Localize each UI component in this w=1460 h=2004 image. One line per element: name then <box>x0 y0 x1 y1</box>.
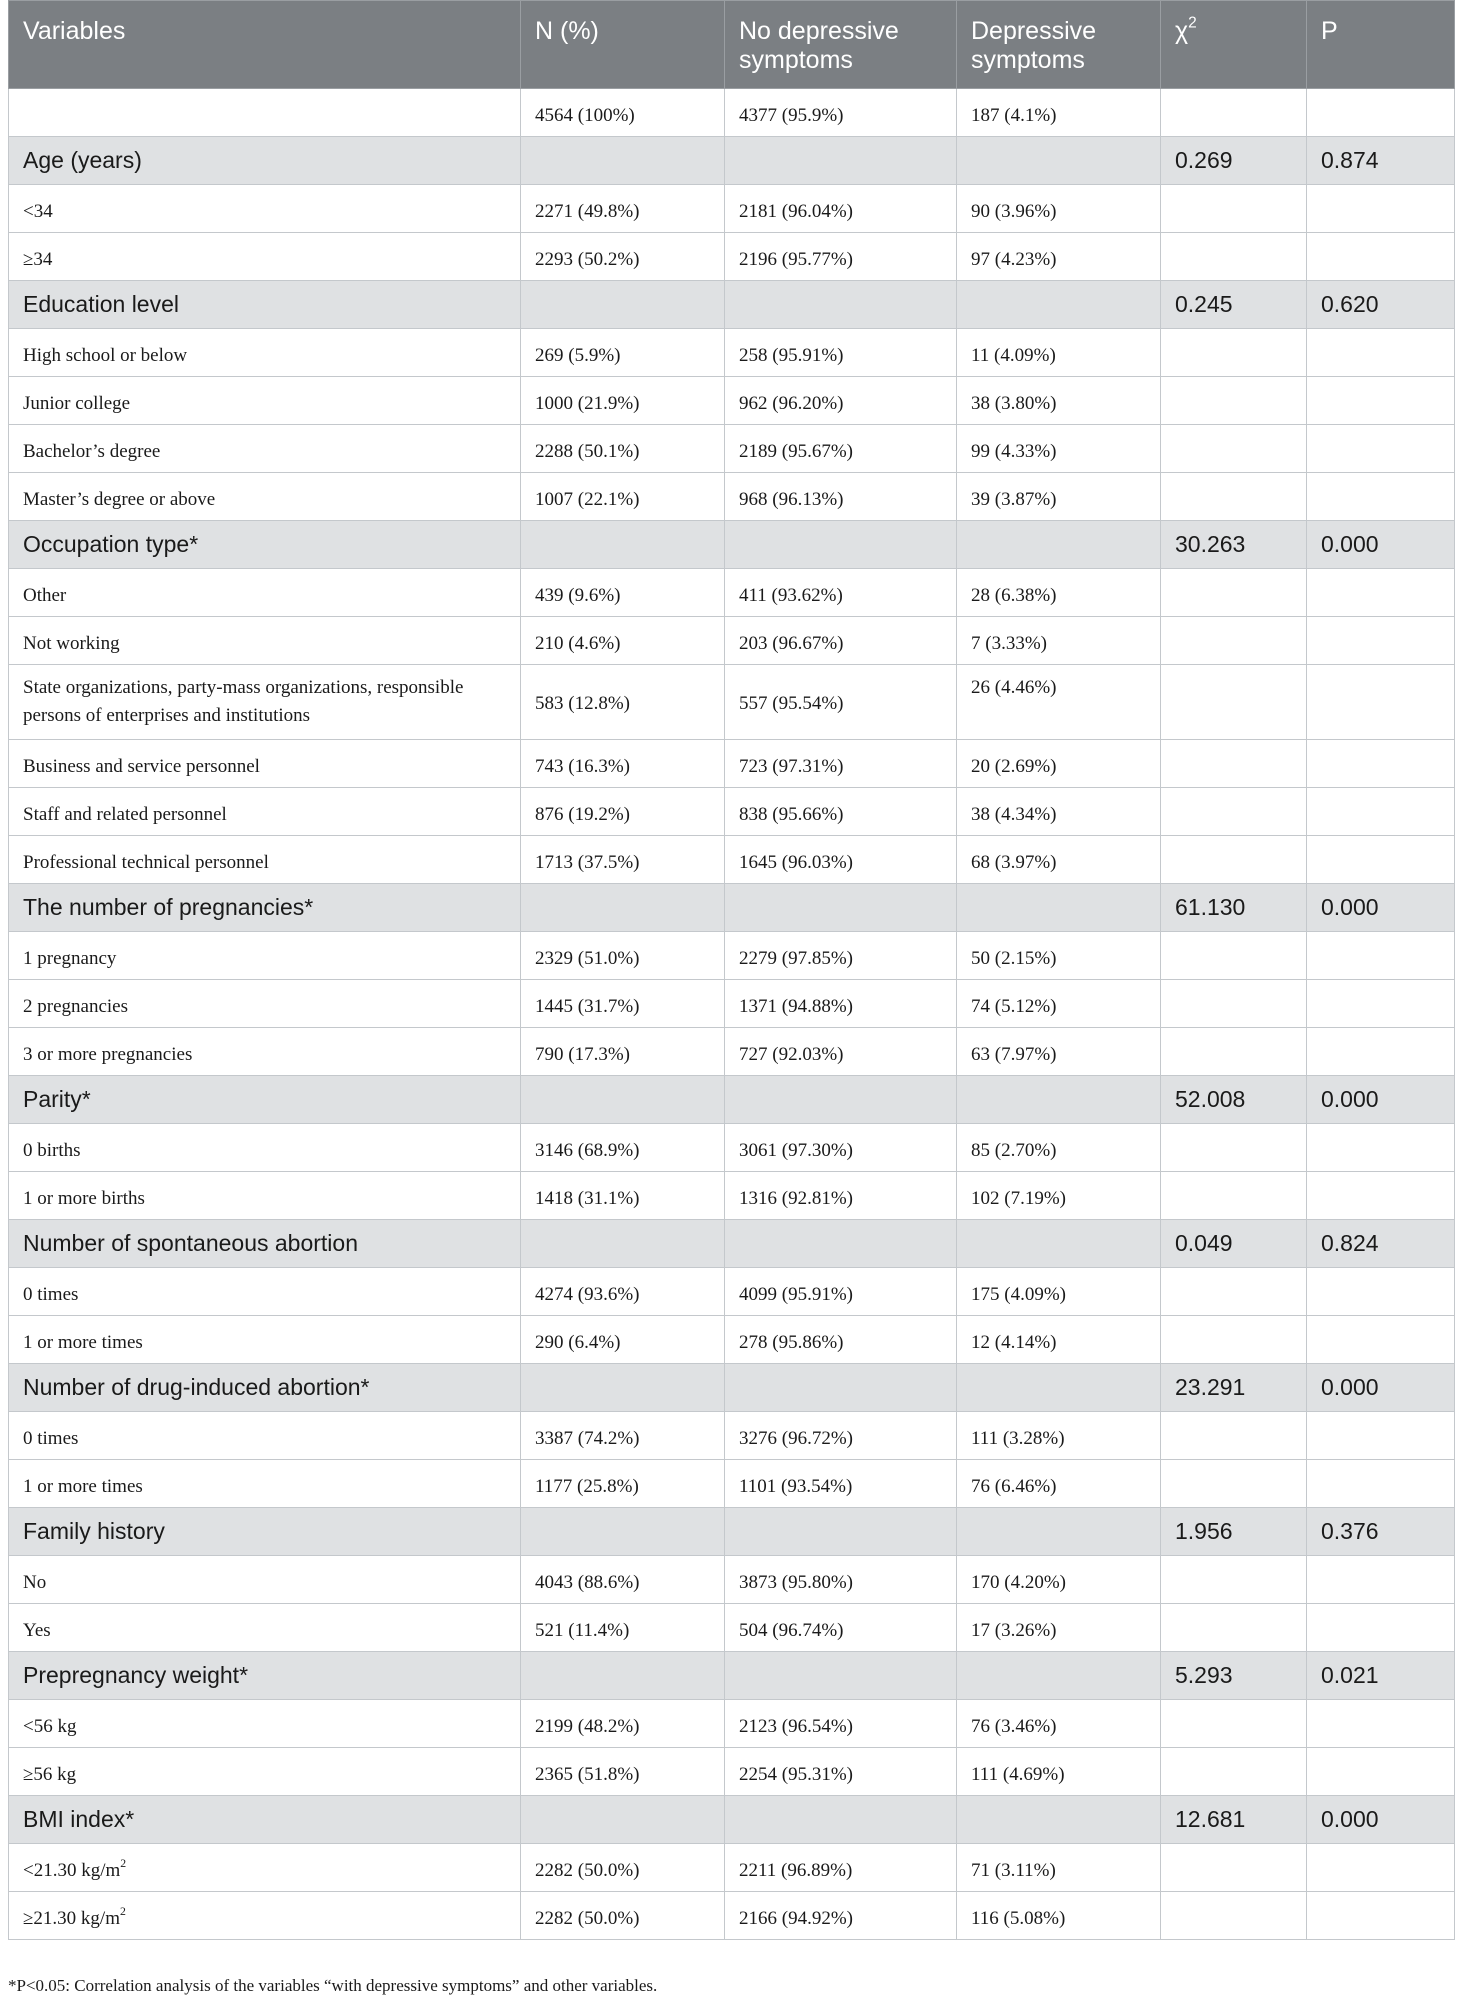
table-row <box>9 740 1455 788</box>
cell-chi-square <box>1161 1844 1307 1892</box>
table-row <box>9 1316 1455 1364</box>
cell-n-percent: 210 (4.6%) <box>521 617 725 665</box>
cell-n-percent: 2282 (50.0%) <box>521 1892 725 1940</box>
cell-variable <box>9 89 521 137</box>
unit-superscript: 2 <box>120 1857 127 1871</box>
cell-depressive: 175 (4.09%) <box>957 1268 1161 1316</box>
cell-p-value <box>1307 1460 1455 1508</box>
cell-n-percent: 1445 (31.7%) <box>521 980 725 1028</box>
cell-no-depressive <box>725 281 957 329</box>
cell-n-percent <box>521 521 725 569</box>
table-row <box>9 425 1455 473</box>
cell-no-depressive: 962 (96.20%) <box>725 377 957 425</box>
cell-no-depressive: 2123 (96.54%) <box>725 1700 957 1748</box>
group-row <box>9 1364 1455 1412</box>
cell-chi-square: 52.008 <box>1161 1076 1307 1124</box>
cell-p-value <box>1307 1700 1455 1748</box>
cell-n-percent: 269 (5.9%) <box>521 329 725 377</box>
cell-no-depressive: 2189 (95.67%) <box>725 425 957 473</box>
cell-p-value: 0.021 <box>1307 1652 1455 1700</box>
cell-chi-square <box>1161 932 1307 980</box>
table-row <box>9 1700 1455 1748</box>
cell-p-value: 0.874 <box>1307 137 1455 185</box>
cell-no-depressive <box>725 521 957 569</box>
cell-no-depressive: 557 (95.54%) <box>725 665 957 740</box>
cell-no-depressive <box>725 1364 957 1412</box>
cell-chi-square <box>1161 569 1307 617</box>
cell-chi-square <box>1161 740 1307 788</box>
cell-variable: Professional technical personnel <box>9 836 521 884</box>
table-row <box>9 1892 1455 1940</box>
cell-variable: Education level <box>9 281 521 329</box>
cell-p-value <box>1307 617 1455 665</box>
cell-no-depressive <box>725 137 957 185</box>
cell-variable: 0 births <box>9 1124 521 1172</box>
cell-variable: Staff and related personnel <box>9 788 521 836</box>
cell-no-depressive: 278 (95.86%) <box>725 1316 957 1364</box>
cell-variable: High school or below <box>9 329 521 377</box>
table-row <box>9 788 1455 836</box>
cell-n-percent <box>521 281 725 329</box>
cell-variable: <56 kg <box>9 1700 521 1748</box>
cell-no-depressive: 3276 (96.72%) <box>725 1412 957 1460</box>
cell-chi-square: 0.245 <box>1161 281 1307 329</box>
cell-no-depressive: 723 (97.31%) <box>725 740 957 788</box>
cell-depressive: 76 (3.46%) <box>957 1700 1161 1748</box>
cell-p-value <box>1307 185 1455 233</box>
cell-p-value <box>1307 1412 1455 1460</box>
cell-n-percent <box>521 1076 725 1124</box>
table-body <box>9 89 1455 1940</box>
cell-n-percent: 1000 (21.9%) <box>521 377 725 425</box>
cell-depressive <box>957 1364 1161 1412</box>
cell-no-depressive: 2181 (96.04%) <box>725 185 957 233</box>
cell-no-depressive <box>725 1076 957 1124</box>
cell-variable: 1 or more times <box>9 1460 521 1508</box>
group-row <box>9 884 1455 932</box>
cell-chi-square: 30.263 <box>1161 521 1307 569</box>
cell-variable: 0 times <box>9 1268 521 1316</box>
results-table <box>8 0 1455 1940</box>
cell-p-value <box>1307 980 1455 1028</box>
cell-chi-square <box>1161 1604 1307 1652</box>
header-variables: Variables <box>9 1 521 89</box>
cell-no-depressive: 1645 (96.03%) <box>725 836 957 884</box>
cell-depressive: 102 (7.19%) <box>957 1172 1161 1220</box>
cell-depressive: 111 (4.69%) <box>957 1748 1161 1796</box>
cell-n-percent <box>521 1796 725 1844</box>
table-row <box>9 329 1455 377</box>
cell-chi-square: 1.956 <box>1161 1508 1307 1556</box>
cell-no-depressive: 258 (95.91%) <box>725 329 957 377</box>
cell-n-percent: 1418 (31.1%) <box>521 1172 725 1220</box>
table-footnote: *P<0.05: Correlation analysis of the variables “with depressive symptoms” and other variables. <box>8 1976 658 1995</box>
cell-chi-square <box>1161 1892 1307 1940</box>
cell-depressive: 11 (4.09%) <box>957 329 1161 377</box>
cell-variable: ≥34 <box>9 233 521 281</box>
cell-variable: 3 or more pregnancies <box>9 1028 521 1076</box>
cell-p-value: 0.000 <box>1307 884 1455 932</box>
cell-chi-square: 61.130 <box>1161 884 1307 932</box>
cell-p-value: 0.000 <box>1307 1076 1455 1124</box>
cell-chi-square <box>1161 836 1307 884</box>
cell-depressive <box>957 1076 1161 1124</box>
cell-n-percent: 2329 (51.0%) <box>521 932 725 980</box>
cell-variable: 1 pregnancy <box>9 932 521 980</box>
cell-variable: 2 pregnancies <box>9 980 521 1028</box>
cell-depressive <box>957 884 1161 932</box>
cell-depressive: 38 (3.80%) <box>957 377 1161 425</box>
group-row <box>9 1508 1455 1556</box>
cell-variable: BMI index* <box>9 1796 521 1844</box>
table-row <box>9 836 1455 884</box>
cell-p-value <box>1307 1748 1455 1796</box>
cell-n-percent: 2288 (50.1%) <box>521 425 725 473</box>
cell-no-depressive: 3873 (95.80%) <box>725 1556 957 1604</box>
header-row <box>9 1 1455 89</box>
table-row <box>9 377 1455 425</box>
cell-depressive: 74 (5.12%) <box>957 980 1161 1028</box>
table-row <box>9 1124 1455 1172</box>
header-depressive: Depressive symptoms <box>957 1 1161 89</box>
table-row <box>9 233 1455 281</box>
cell-n-percent: 2293 (50.2%) <box>521 233 725 281</box>
cell-n-percent: 4274 (93.6%) <box>521 1268 725 1316</box>
table-row <box>9 89 1455 137</box>
cell-depressive <box>957 1220 1161 1268</box>
cell-variable: Parity* <box>9 1076 521 1124</box>
cell-n-percent <box>521 1508 725 1556</box>
cell-chi-square <box>1161 1268 1307 1316</box>
cell-depressive: 116 (5.08%) <box>957 1892 1161 1940</box>
cell-no-depressive: 1101 (93.54%) <box>725 1460 957 1508</box>
cell-no-depressive: 2196 (95.77%) <box>725 233 957 281</box>
group-row <box>9 1652 1455 1700</box>
cell-no-depressive: 1371 (94.88%) <box>725 980 957 1028</box>
cell-no-depressive: 838 (95.66%) <box>725 788 957 836</box>
cell-n-percent <box>521 884 725 932</box>
cell-n-percent: 2365 (51.8%) <box>521 1748 725 1796</box>
cell-no-depressive: 2254 (95.31%) <box>725 1748 957 1796</box>
cell-n-percent: 439 (9.6%) <box>521 569 725 617</box>
cell-chi-square: 5.293 <box>1161 1652 1307 1700</box>
table-row <box>9 617 1455 665</box>
cell-p-value <box>1307 1124 1455 1172</box>
cell-p-value <box>1307 1892 1455 1940</box>
cell-no-depressive: 4099 (95.91%) <box>725 1268 957 1316</box>
cell-depressive: 90 (3.96%) <box>957 185 1161 233</box>
cell-chi-square <box>1161 1124 1307 1172</box>
cell-n-percent: 1177 (25.8%) <box>521 1460 725 1508</box>
group-row <box>9 281 1455 329</box>
table-row <box>9 1412 1455 1460</box>
cell-no-depressive <box>725 1508 957 1556</box>
cell-depressive <box>957 1508 1161 1556</box>
table-row <box>9 665 1455 740</box>
cell-n-percent: 2282 (50.0%) <box>521 1844 725 1892</box>
cell-no-depressive <box>725 1796 957 1844</box>
cell-depressive: 28 (6.38%) <box>957 569 1161 617</box>
table-row <box>9 1268 1455 1316</box>
cell-variable: Occupation type* <box>9 521 521 569</box>
cell-no-depressive: 2211 (96.89%) <box>725 1844 957 1892</box>
cell-variable: Not working <box>9 617 521 665</box>
cell-p-value <box>1307 1316 1455 1364</box>
cell-variable: Family history <box>9 1508 521 1556</box>
cell-depressive: 76 (6.46%) <box>957 1460 1161 1508</box>
cell-variable <box>9 1892 521 1940</box>
cell-depressive: 68 (3.97%) <box>957 836 1161 884</box>
cell-variable: Prepregnancy weight* <box>9 1652 521 1700</box>
cell-n-percent: 290 (6.4%) <box>521 1316 725 1364</box>
cell-depressive: 39 (3.87%) <box>957 473 1161 521</box>
cell-variable: Number of spontaneous abortion <box>9 1220 521 1268</box>
table-header <box>9 1 1455 89</box>
cell-no-depressive: 4377 (95.9%) <box>725 89 957 137</box>
cell-chi-square <box>1161 1748 1307 1796</box>
cell-variable: <34 <box>9 185 521 233</box>
cell-variable: Business and service personnel <box>9 740 521 788</box>
cell-p-value: 0.000 <box>1307 1364 1455 1412</box>
cell-chi-square <box>1161 617 1307 665</box>
cell-depressive: 99 (4.33%) <box>957 425 1161 473</box>
unit-text: ≥21.30 kg/m <box>23 1908 120 1929</box>
cell-p-value: 0.620 <box>1307 281 1455 329</box>
header-no-depressive: No depressive symptoms <box>725 1 957 89</box>
cell-p-value <box>1307 740 1455 788</box>
table-row <box>9 1844 1455 1892</box>
cell-n-percent: 583 (12.8%) <box>521 665 725 740</box>
cell-chi-square <box>1161 1700 1307 1748</box>
chi-superscript: 2 <box>1188 14 1197 32</box>
cell-n-percent: 1007 (22.1%) <box>521 473 725 521</box>
cell-no-depressive <box>725 1652 957 1700</box>
cell-n-percent: 521 (11.4%) <box>521 1604 725 1652</box>
data-table-container <box>8 0 1454 1940</box>
cell-p-value <box>1307 569 1455 617</box>
cell-depressive: 38 (4.34%) <box>957 788 1161 836</box>
table-row <box>9 185 1455 233</box>
cell-no-depressive: 1316 (92.81%) <box>725 1172 957 1220</box>
cell-no-depressive <box>725 1220 957 1268</box>
cell-variable: Master’s degree or above <box>9 473 521 521</box>
cell-depressive <box>957 1652 1161 1700</box>
cell-p-value <box>1307 1028 1455 1076</box>
cell-variable: Number of drug-induced abortion* <box>9 1364 521 1412</box>
cell-chi-square <box>1161 425 1307 473</box>
cell-variable: 0 times <box>9 1412 521 1460</box>
cell-depressive: 71 (3.11%) <box>957 1844 1161 1892</box>
cell-chi-square <box>1161 329 1307 377</box>
cell-variable <box>9 1844 521 1892</box>
cell-depressive: 63 (7.97%) <box>957 1028 1161 1076</box>
table-row <box>9 1604 1455 1652</box>
table-row <box>9 1172 1455 1220</box>
cell-p-value <box>1307 1604 1455 1652</box>
table-row <box>9 1556 1455 1604</box>
cell-depressive: 111 (3.28%) <box>957 1412 1161 1460</box>
cell-p-value <box>1307 665 1455 740</box>
cell-depressive: 170 (4.20%) <box>957 1556 1161 1604</box>
unit-text: <21.30 kg/m <box>23 1860 121 1881</box>
cell-no-depressive: 2166 (94.92%) <box>725 1892 957 1940</box>
group-row <box>9 1220 1455 1268</box>
cell-p-value <box>1307 836 1455 884</box>
cell-chi-square <box>1161 1316 1307 1364</box>
cell-p-value <box>1307 329 1455 377</box>
cell-variable: State organizations, party-mass organizations, responsible persons of enterprises and institutions <box>9 665 521 740</box>
cell-depressive <box>957 1796 1161 1844</box>
cell-n-percent: 876 (19.2%) <box>521 788 725 836</box>
cell-n-percent: 2199 (48.2%) <box>521 1700 725 1748</box>
cell-n-percent: 4043 (88.6%) <box>521 1556 725 1604</box>
cell-n-percent: 4564 (100%) <box>521 89 725 137</box>
cell-n-percent <box>521 1652 725 1700</box>
cell-no-depressive: 203 (96.67%) <box>725 617 957 665</box>
cell-p-value <box>1307 1844 1455 1892</box>
cell-n-percent: 743 (16.3%) <box>521 740 725 788</box>
cell-chi-square: 12.681 <box>1161 1796 1307 1844</box>
cell-depressive <box>957 137 1161 185</box>
cell-chi-square <box>1161 473 1307 521</box>
cell-chi-square: 23.291 <box>1161 1364 1307 1412</box>
table-row <box>9 569 1455 617</box>
cell-chi-square <box>1161 1556 1307 1604</box>
cell-p-value: 0.000 <box>1307 521 1455 569</box>
cell-chi-square <box>1161 788 1307 836</box>
cell-variable: 1 or more births <box>9 1172 521 1220</box>
cell-variable: No <box>9 1556 521 1604</box>
cell-chi-square: 0.269 <box>1161 137 1307 185</box>
cell-chi-square <box>1161 1460 1307 1508</box>
cell-chi-square <box>1161 1172 1307 1220</box>
cell-p-value <box>1307 425 1455 473</box>
cell-depressive: 26 (4.46%) <box>957 665 1161 740</box>
header-n-percent: N (%) <box>521 1 725 89</box>
cell-p-value <box>1307 1172 1455 1220</box>
cell-n-percent <box>521 137 725 185</box>
cell-p-value <box>1307 89 1455 137</box>
cell-chi-square <box>1161 665 1307 740</box>
cell-p-value <box>1307 1268 1455 1316</box>
cell-depressive: 17 (3.26%) <box>957 1604 1161 1652</box>
cell-n-percent: 790 (17.3%) <box>521 1028 725 1076</box>
cell-chi-square <box>1161 89 1307 137</box>
cell-no-depressive: 411 (93.62%) <box>725 569 957 617</box>
header-chi-square <box>1161 1 1307 89</box>
cell-chi-square <box>1161 1028 1307 1076</box>
cell-n-percent <box>521 1220 725 1268</box>
cell-n-percent <box>521 1364 725 1412</box>
cell-no-depressive: 504 (96.74%) <box>725 1604 957 1652</box>
cell-chi-square <box>1161 377 1307 425</box>
cell-depressive: 20 (2.69%) <box>957 740 1161 788</box>
cell-chi-square <box>1161 233 1307 281</box>
cell-variable: Age (years) <box>9 137 521 185</box>
cell-depressive: 85 (2.70%) <box>957 1124 1161 1172</box>
cell-no-depressive: 3061 (97.30%) <box>725 1124 957 1172</box>
cell-p-value <box>1307 1556 1455 1604</box>
cell-chi-square <box>1161 980 1307 1028</box>
table-row <box>9 1460 1455 1508</box>
header-p-value: P <box>1307 1 1455 89</box>
cell-n-percent: 3387 (74.2%) <box>521 1412 725 1460</box>
cell-variable: The number of pregnancies* <box>9 884 521 932</box>
cell-p-value <box>1307 377 1455 425</box>
cell-variable: Yes <box>9 1604 521 1652</box>
cell-p-value <box>1307 473 1455 521</box>
cell-variable: Bachelor’s degree <box>9 425 521 473</box>
table-row <box>9 980 1455 1028</box>
cell-chi-square <box>1161 185 1307 233</box>
cell-no-depressive: 727 (92.03%) <box>725 1028 957 1076</box>
group-row <box>9 521 1455 569</box>
cell-variable: ≥56 kg <box>9 1748 521 1796</box>
cell-depressive <box>957 281 1161 329</box>
cell-no-depressive: 2279 (97.85%) <box>725 932 957 980</box>
cell-depressive: 7 (3.33%) <box>957 617 1161 665</box>
cell-p-value <box>1307 932 1455 980</box>
cell-n-percent: 2271 (49.8%) <box>521 185 725 233</box>
cell-n-percent: 3146 (68.9%) <box>521 1124 725 1172</box>
unit-superscript: 2 <box>120 1905 126 1919</box>
cell-depressive: 97 (4.23%) <box>957 233 1161 281</box>
table-row <box>9 1028 1455 1076</box>
cell-p-value <box>1307 788 1455 836</box>
group-row <box>9 1796 1455 1844</box>
group-row <box>9 137 1455 185</box>
cell-variable: 1 or more times <box>9 1316 521 1364</box>
cell-variable: Other <box>9 569 521 617</box>
table-row <box>9 932 1455 980</box>
cell-p-value: 0.376 <box>1307 1508 1455 1556</box>
chi-symbol: χ <box>1175 17 1189 45</box>
cell-n-percent: 1713 (37.5%) <box>521 836 725 884</box>
cell-p-value <box>1307 233 1455 281</box>
cell-variable: Junior college <box>9 377 521 425</box>
cell-depressive: 12 (4.14%) <box>957 1316 1161 1364</box>
cell-depressive: 187 (4.1%) <box>957 89 1161 137</box>
cell-chi-square: 0.049 <box>1161 1220 1307 1268</box>
cell-p-value: 0.824 <box>1307 1220 1455 1268</box>
cell-no-depressive: 968 (96.13%) <box>725 473 957 521</box>
cell-depressive: 50 (2.15%) <box>957 932 1161 980</box>
cell-no-depressive <box>725 884 957 932</box>
cell-p-value: 0.000 <box>1307 1796 1455 1844</box>
group-row <box>9 1076 1455 1124</box>
table-row <box>9 1748 1455 1796</box>
table-row <box>9 473 1455 521</box>
cell-chi-square <box>1161 1412 1307 1460</box>
cell-depressive <box>957 521 1161 569</box>
